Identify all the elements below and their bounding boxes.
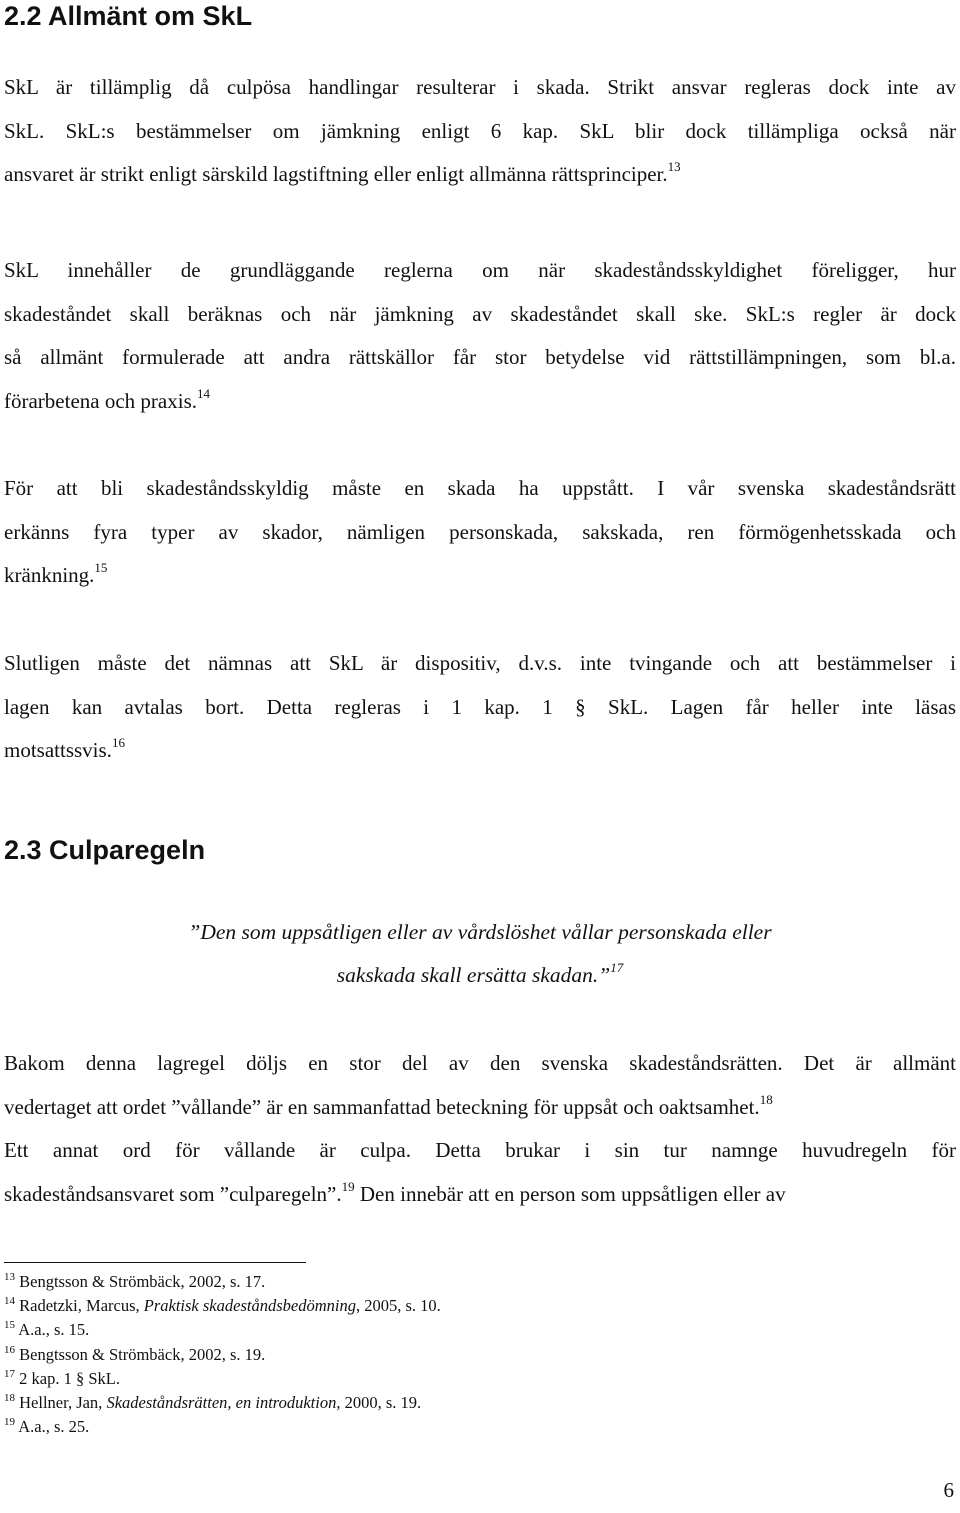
footnote-text: Hellner, Jan, (19, 1393, 107, 1413)
text-line: SkL. SkL:s bestämmelser om jämkning enligt 6 kap. SkL blir dock tillämpliga också när (4, 118, 956, 143)
text-line (4, 554, 956, 598)
footnote-title: Praktisk skadeståndsbedömning (143, 1296, 356, 1316)
footnote (4, 1343, 904, 1367)
text-line (4, 153, 956, 197)
text-fragment: vedertaget att ordet ”vållande” är en sammanfattad beteckning för uppsåt och oaktsamhet. (4, 1094, 760, 1119)
footnote-number: 15 (4, 1319, 15, 1332)
text-line: SkL är tillämplig då culpösa handlingar resulterar i skada. Strikt ansvar regleras dock inte av (4, 75, 956, 99)
footnote (4, 1270, 904, 1294)
footnote-number: 18 (4, 1392, 15, 1405)
text-line (4, 1173, 956, 1217)
text-line: Bakom denna lagregel döljs en stor del av den svenska skadeståndsrätten. Det är allmänt (4, 1051, 956, 1075)
footnote-text: Radetzki, Marcus, (19, 1296, 144, 1316)
text-fragment: motsattssvis. (4, 738, 112, 762)
text-fragment: kränkning. (4, 563, 95, 587)
footnote-ref: 17 (610, 960, 624, 975)
text-line (4, 1086, 956, 1130)
paragraph (4, 642, 956, 773)
text-fragment: sakskada skall ersätta skadan.” (336, 963, 611, 987)
paragraph (4, 1042, 956, 1216)
footnote (4, 1415, 904, 1439)
footnote-text: , 2000, s. 19. (336, 1393, 422, 1413)
text-line: erkänns fyra typer av skador, nämligen personskada, sakskada, ren förmögenhetsskada och (4, 519, 956, 544)
text-fragment: Den innebär att en person som uppsåtligen eller av (354, 1181, 786, 1206)
quote-line (0, 954, 960, 997)
text-line: SkL innehåller de grundläggande reglerna om när skadeståndsskyldighet föreligger, hur (4, 258, 956, 282)
footnote (4, 1367, 904, 1391)
footnote-number: 17 (4, 1367, 15, 1380)
text-line: så allmänt formulerade att andra rättskällor får stor betydelse vid rättstillämpningen, som bl.a. (4, 345, 956, 369)
footnote-text: 2 kap. 1 § SkL. (19, 1368, 120, 1388)
footnote-ref: 15 (94, 560, 108, 575)
text-line: Slutligen måste det nämnas att SkL är dispositiv, d.v.s. inte tvingande och att bestämmelser i (4, 651, 956, 675)
footnote-text: A.a., s. 25. (18, 1417, 90, 1437)
footnote (4, 1318, 904, 1342)
footnote-ref: 14 (197, 385, 210, 401)
footnote-number: 16 (4, 1343, 15, 1356)
text-line: Ett annat ord för vållande är culpa. Detta brukar i sin tur namnge huvudregeln för (4, 1138, 956, 1162)
text-line: skadeståndet skall beräknas och när jämkning av skadeståndet skall ske. SkL:s regler är dock (4, 301, 956, 326)
page-number: 6 (943, 1478, 954, 1502)
footnote-number: 14 (4, 1295, 15, 1308)
footnote-text: Bengtsson & Strömbäck, 2002, s. 17. (19, 1272, 266, 1291)
footnote-ref: 19 (341, 1178, 355, 1194)
text-line (4, 729, 956, 773)
footnote-ref: 18 (759, 1091, 773, 1107)
quote-line: ”Den som uppsåtligen eller av vårdslöshet vållar personskada eller (188, 920, 772, 944)
paragraph (4, 66, 956, 197)
paragraph (4, 467, 956, 598)
text-line: För att bli skadeståndsskyldig måste en skada ha uppstått. I vår svenska skadeståndsrätt (4, 476, 956, 500)
footnotes (4, 1270, 904, 1439)
text-fragment: ansvaret är strikt enligt särskild lagstiftning eller enligt allmänna rättsprinciper. (4, 162, 668, 186)
section-heading: 2.2 Allmänt om SkL (4, 1, 253, 31)
footnote-text: Bengtsson & Strömbäck, 2002, s. 19. (19, 1344, 266, 1364)
footnote-text: A.a., s. 15. (18, 1320, 90, 1340)
section-heading: 2.3 Culparegeln (4, 835, 206, 865)
footnote-text: , 2005, s. 10. (355, 1296, 441, 1316)
footnote-number: 13 (4, 1271, 15, 1283)
footnote-ref: 16 (111, 735, 125, 750)
footnote-ref: 13 (667, 159, 681, 174)
footnote-separator (4, 1262, 306, 1263)
block-quote (0, 911, 960, 997)
footnote-number: 19 (4, 1416, 15, 1429)
paragraph (4, 249, 956, 423)
text-line: lagen kan avtalas bort. Detta regleras i 1 kap. 1 § SkL. Lagen får heller inte läsas (4, 694, 956, 719)
footnote (4, 1294, 904, 1318)
text-fragment: förarbetena och praxis. (4, 388, 197, 413)
footnote-title: Skadeståndsrätten, en introduktion (106, 1393, 337, 1413)
footnote (4, 1391, 904, 1415)
text-line (4, 380, 956, 424)
text-fragment: skadeståndsansvaret som ”culparegeln”. (4, 1181, 342, 1206)
